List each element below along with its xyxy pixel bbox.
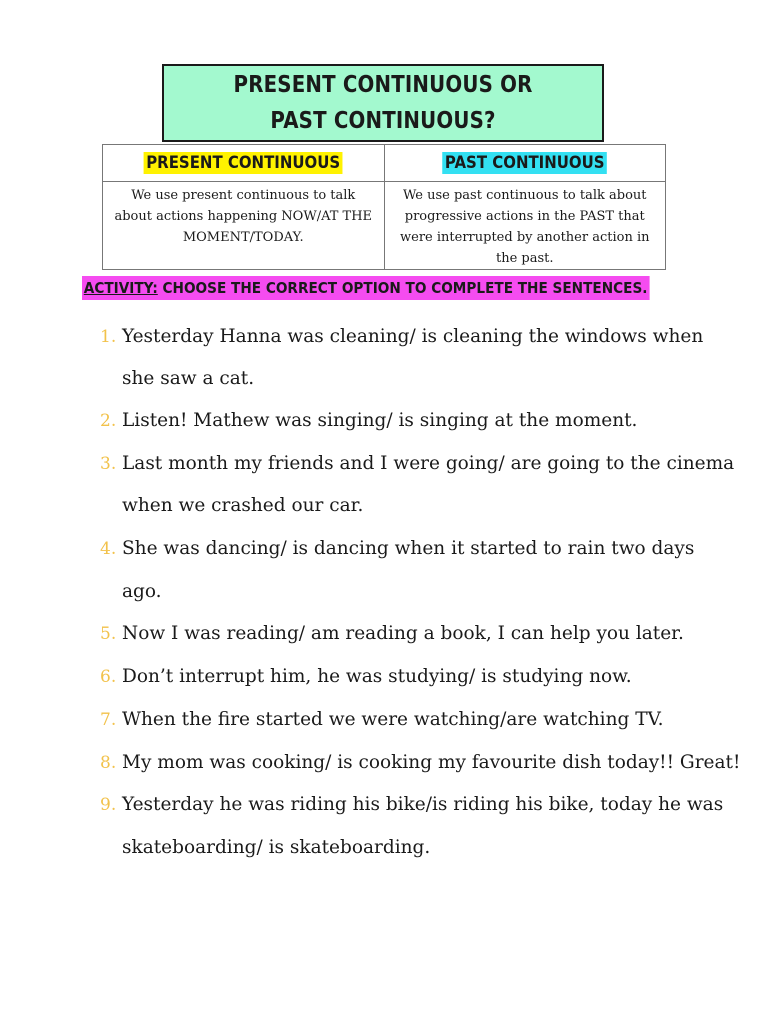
present-continuous-header: PRESENT CONTINUOUS [144,152,343,174]
sentence-number: 7. [100,710,117,730]
sentence-line: Listen! Mathew was singing/ is singing at the moment. [122,410,638,431]
sentence-number: 6. [100,667,117,687]
sentence-line: she saw a cat. [122,368,255,389]
page-title: PRESENT CONTINUOUS OR PAST CONTINUOUS? [233,72,533,134]
sentence-line: when we crashed our car. [122,495,364,516]
activity-text: CHOOSE THE CORRECT OPTION TO COMPLETE THE SENTENCES. [157,279,648,297]
sentence-number: 3. [100,454,117,474]
sentence-line: She was dancing/ is dancing when it started to rain two days [122,538,695,559]
sentence-number: 5. [100,624,117,644]
sentence-line: My mom was cooking/ is cooking my favourite dish today!! Great! [122,752,741,773]
sentence-number: 1. [100,327,117,347]
sentence-line: ago. [122,581,162,602]
past-continuous-description: We use past continuous to talk about progressive actions in the PAST that were interrupted by another action in the past. [384,182,666,270]
present-continuous-description: We use present continuous to talk about actions happening NOW/AT THE MOMENT/TODAY. [103,182,385,270]
sentence-line: When the fire started we were watching/are watching TV. [122,709,664,730]
sentence-line: Last month my friends and I were going/ are going to the cinema [122,453,735,474]
sentence-number: 9. [100,795,117,815]
sentence-line: skateboarding/ is skateboarding. [122,837,431,858]
sentence-number: 8. [100,753,117,773]
sentence-line: Yesterday he was riding his bike/is riding his bike, today he was [122,794,724,815]
sentence-line: Don’t interrupt him, he was studying/ is studying now. [122,666,632,687]
sentence-line: Yesterday Hanna was cleaning/ is cleaning the windows when [122,326,704,347]
sentence-number: 4. [100,539,117,559]
activity-label: ACTIVITY: [83,279,158,297]
sentence-number: 2. [100,411,117,431]
sentence-line: Now I was reading/ am reading a book, I can help you later. [122,623,684,644]
past-continuous-header: PAST CONTINUOUS [442,152,607,174]
